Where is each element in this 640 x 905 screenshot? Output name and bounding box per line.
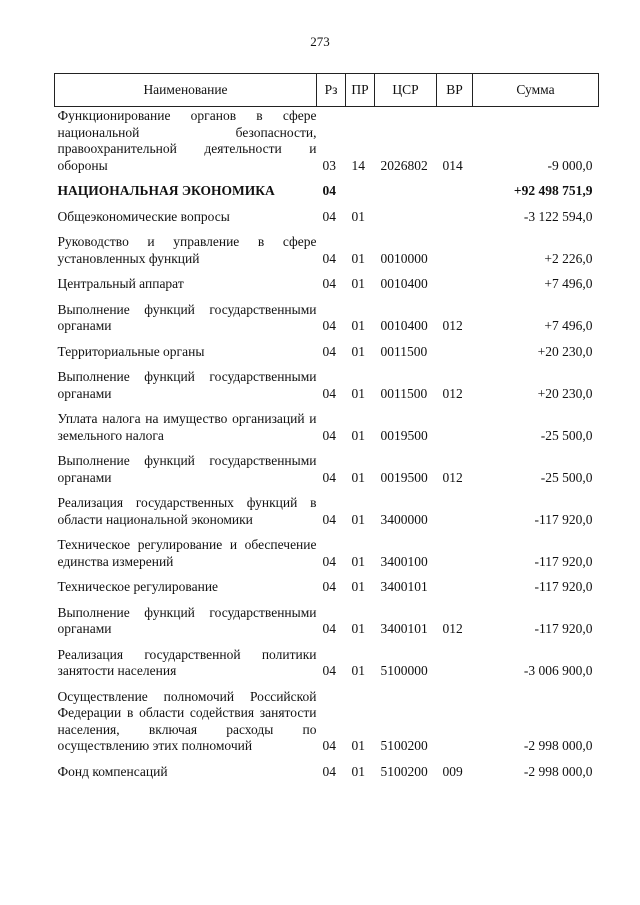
row-rz: 04 xyxy=(322,250,336,266)
row-rz: 04 xyxy=(322,183,336,198)
row-rz: 04 xyxy=(322,511,336,527)
row-csr: 2026802 xyxy=(380,157,428,173)
row-vr xyxy=(437,343,473,369)
row-csr: 0010400 xyxy=(380,318,428,333)
header-name: Наименование xyxy=(55,74,317,107)
row-vr xyxy=(437,578,473,604)
row-csr xyxy=(375,208,437,234)
row-csr: 0010000 xyxy=(380,250,428,266)
row-rz: 04 xyxy=(322,763,336,779)
row-pr: 01 xyxy=(351,511,365,527)
table-row xyxy=(55,604,599,646)
row-sum: +20 230,0 xyxy=(537,385,593,401)
row-pr: 14 xyxy=(351,157,365,173)
row-rz: 04 xyxy=(322,621,336,636)
header-csr: ЦСР xyxy=(375,74,437,107)
row-sum: +7 496,0 xyxy=(544,318,593,333)
table-row xyxy=(55,494,599,536)
row-sum: +20 230,0 xyxy=(537,343,593,359)
row-pr: 01 xyxy=(351,250,365,266)
row-csr: 0011500 xyxy=(380,385,428,401)
row-vr xyxy=(437,410,473,452)
row-rz: 04 xyxy=(322,427,336,443)
table-row xyxy=(55,208,599,234)
table-header xyxy=(55,74,599,107)
row-vr xyxy=(437,182,473,208)
table-row xyxy=(55,410,599,452)
row-name: Уплата налога на имущество организаций и земельного налога xyxy=(57,411,317,443)
row-sum: +92 498 751,9 xyxy=(513,183,593,198)
row-name: Территориальные органы xyxy=(57,343,205,359)
table-row xyxy=(55,578,599,604)
row-pr: 01 xyxy=(351,427,365,443)
row-name: Центральный аппарат xyxy=(57,276,184,291)
row-sum: -3 122 594,0 xyxy=(523,208,593,224)
row-rz: 04 xyxy=(322,343,336,359)
row-name: Фонд компенсаций xyxy=(57,763,168,779)
row-vr xyxy=(437,688,473,763)
row-sum: -25 500,0 xyxy=(540,469,593,485)
row-name: Техническое регулирование и обеспечение единства измерений xyxy=(57,537,317,569)
row-sum: -2 998 000,0 xyxy=(523,763,593,779)
table-row xyxy=(55,182,599,208)
row-pr: 01 xyxy=(351,343,365,359)
row-name: Выполнение функций государственными органами xyxy=(57,369,317,401)
table-row xyxy=(55,452,599,494)
row-csr: 0011500 xyxy=(380,343,428,359)
table-row xyxy=(55,275,599,301)
row-sum: -2 998 000,0 xyxy=(523,738,593,753)
row-pr xyxy=(346,182,375,208)
row-pr: 01 xyxy=(351,738,365,753)
table-row xyxy=(55,107,599,183)
row-pr: 01 xyxy=(351,663,365,678)
row-vr: 009 xyxy=(442,763,463,779)
row-csr: 5100000 xyxy=(380,663,428,678)
table-row xyxy=(55,646,599,688)
row-name: Техническое регулирование xyxy=(57,579,219,594)
row-csr: 3400000 xyxy=(380,511,428,527)
row-name: Осуществление полномочий Российской Федерации в области содействия занятости населения, включая расходы по осуществлению этих полномочий xyxy=(57,688,317,753)
row-rz: 04 xyxy=(322,663,336,678)
row-csr xyxy=(375,182,437,208)
row-sum: -117 920,0 xyxy=(534,511,593,527)
row-vr xyxy=(437,275,473,301)
row-csr: 0019500 xyxy=(380,469,428,485)
row-pr: 01 xyxy=(351,621,365,636)
row-pr: 01 xyxy=(351,318,365,333)
row-sum: -117 920,0 xyxy=(534,553,593,569)
row-vr: 012 xyxy=(442,318,463,333)
row-pr: 01 xyxy=(351,553,365,569)
row-name: Выполнение функций государственными органами xyxy=(57,301,317,333)
row-pr: 01 xyxy=(351,763,365,779)
row-sum: -3 006 900,0 xyxy=(523,663,593,678)
row-sum: +2 226,0 xyxy=(544,250,593,266)
header-rz: Рз xyxy=(317,74,346,107)
row-name: Выполнение функций государственными органами xyxy=(57,453,317,485)
row-vr xyxy=(437,536,473,578)
row-sum: -25 500,0 xyxy=(540,427,593,443)
row-vr xyxy=(437,646,473,688)
row-name: Реализация государственной политики занятости населения xyxy=(57,646,317,678)
row-sum: -117 920,0 xyxy=(534,621,593,636)
row-csr: 3400101 xyxy=(380,579,428,594)
row-csr: 3400101 xyxy=(380,621,428,636)
row-csr: 5100200 xyxy=(380,738,428,753)
row-rz: 04 xyxy=(322,208,336,224)
row-rz: 04 xyxy=(322,318,336,333)
row-sum: -9 000,0 xyxy=(547,157,593,173)
row-vr: 014 xyxy=(442,157,463,173)
row-name: Общеэкономические вопросы xyxy=(57,208,230,224)
row-sum: -117 920,0 xyxy=(534,579,593,594)
page-number: 273 xyxy=(310,34,330,49)
table-row xyxy=(55,233,599,275)
row-rz: 04 xyxy=(322,579,336,594)
row-rz: 04 xyxy=(322,385,336,401)
row-vr xyxy=(437,233,473,275)
header-sum: Сумма xyxy=(473,74,599,107)
row-name: Реализация государственных функций в области национальной экономики xyxy=(57,495,317,527)
table-row xyxy=(55,688,599,763)
row-rz: 04 xyxy=(322,738,336,753)
table-body xyxy=(55,107,599,789)
row-pr: 01 xyxy=(351,276,365,291)
row-csr: 3400100 xyxy=(380,553,428,569)
row-rz: 04 xyxy=(322,469,336,485)
budget-table xyxy=(54,73,599,788)
row-name: Руководство и управление в сфере установленных функций xyxy=(57,234,317,266)
row-vr: 012 xyxy=(442,469,463,485)
row-csr: 0019500 xyxy=(380,427,428,443)
table-row xyxy=(55,536,599,578)
row-vr xyxy=(437,208,473,234)
header-pr: ПР xyxy=(346,74,375,107)
row-rz: 04 xyxy=(322,553,336,569)
row-rz: 04 xyxy=(322,276,336,291)
row-pr: 01 xyxy=(351,385,365,401)
table-row xyxy=(55,763,599,789)
row-name: НАЦИОНАЛЬНАЯ ЭКОНОМИКА xyxy=(57,183,275,198)
row-pr: 01 xyxy=(351,469,365,485)
row-vr: 012 xyxy=(442,621,463,636)
row-vr xyxy=(437,494,473,536)
row-pr: 01 xyxy=(351,579,365,594)
row-rz: 03 xyxy=(322,157,336,173)
row-csr: 5100200 xyxy=(380,763,428,779)
row-name: Функционирование органов в сфере национальной безопасности, правоохранительной деятельности и обороны xyxy=(57,108,317,173)
table-row xyxy=(55,301,599,343)
row-pr: 01 xyxy=(351,208,365,224)
table-row xyxy=(55,368,599,410)
row-sum: +7 496,0 xyxy=(544,276,593,291)
row-csr: 0010400 xyxy=(380,276,428,291)
table-row xyxy=(55,343,599,369)
row-vr: 012 xyxy=(442,385,463,401)
row-name: Выполнение функций государственными органами xyxy=(57,604,317,636)
header-vr: ВР xyxy=(437,74,473,107)
